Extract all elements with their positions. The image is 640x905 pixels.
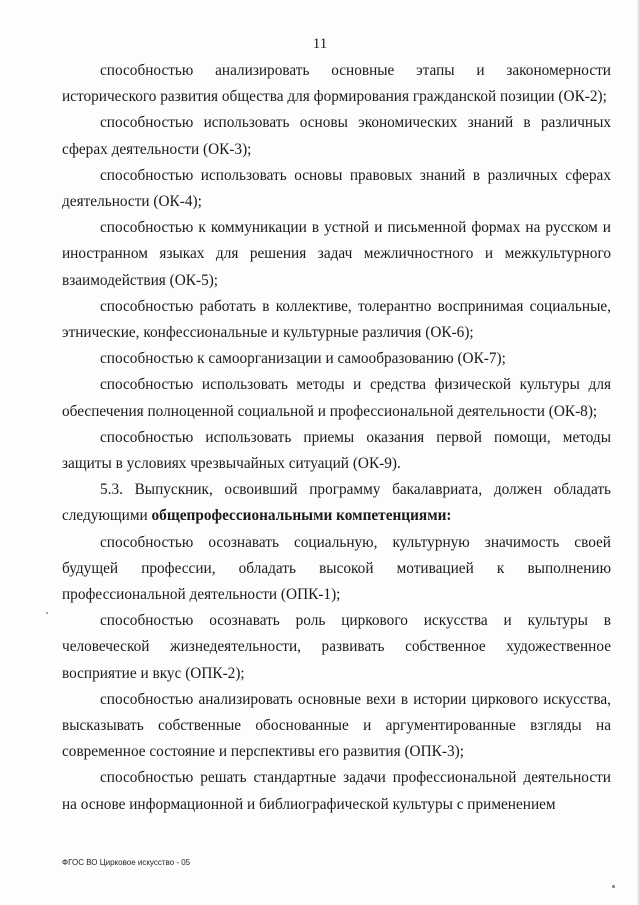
page-footer: ФГОС ВО Цирковое искусство - 05 [62,858,191,867]
page-number: 11 [312,36,328,52]
section-intro-text: 5.3. Выпускник, освоивший программу бакалавриата, должен обладать следующими [62,481,611,525]
paragraph-opk-2: способностью осознавать роль циркового искусства и культуры в человеческой жизнедеятельности, развивать собственное художественное восприятие и вкус (ОПК-2); [62,612,611,682]
scan-speck [46,612,48,614]
paragraph-opk-3: способностью анализировать основные вехи в истории циркового искусства, высказывать собственные обоснованные и аргументированные взгляды на современное состояние и перспективы его развития (ОПК-3); [62,690,611,761]
paragraph-ok-8: способностью использовать методы и средства физической культуры для обеспечения полноценной социальной и профессиональной деятельности (ОК-8); [62,376,611,420]
paragraph-opk-4-partial: способностью решать стандартные задачи профессиональной деятельности на основе информационной и библиографической культуры с применением [62,769,611,813]
section-5-3-heading [62,477,611,529]
paragraph-ok-4: способностью использовать основы правовых знаний в различных сферах деятельности (ОК-4); [62,166,611,211]
paragraph-opk-1: способностью осознавать социальную, культурную значимость своей будущей профессии, обладать высокой мотивацией к выполнению профессиональной деятельности (ОПК-1); [62,533,611,604]
section-bold-term: общепрофессиональными компетенциями: [151,507,452,525]
scan-speck [612,885,615,888]
paragraph-ok-7: способностью к самоорганизации и самообразованию (ОК-7); [100,350,506,368]
paragraph-ok-5: способностью к коммуникации в устной и письменной формах на русском и иностранном языках для решения задач межличностного и межкультурного взаимодействия (ОК-5); [62,219,611,289]
paragraph-ok-3: способностью использовать основы экономических знаний в различных сферах деятельности (ОК-3); [62,114,611,158]
page-body [62,58,611,818]
paragraph-ok-2: способностью анализировать основные этапы и закономерности исторического развития общества для формирования гражданской позиции (ОК-2); [62,62,611,106]
paragraph-ok-9: способностью использовать приемы оказания первой помощи, методы защиты в условиях чрезвычайных ситуаций (ОК-9). [62,428,611,473]
paragraph-ok-6: способностью работать в коллективе, толерантно воспринимая социальные, этнические, конфессиональные и культурные различия (ОК-6); [62,297,611,342]
